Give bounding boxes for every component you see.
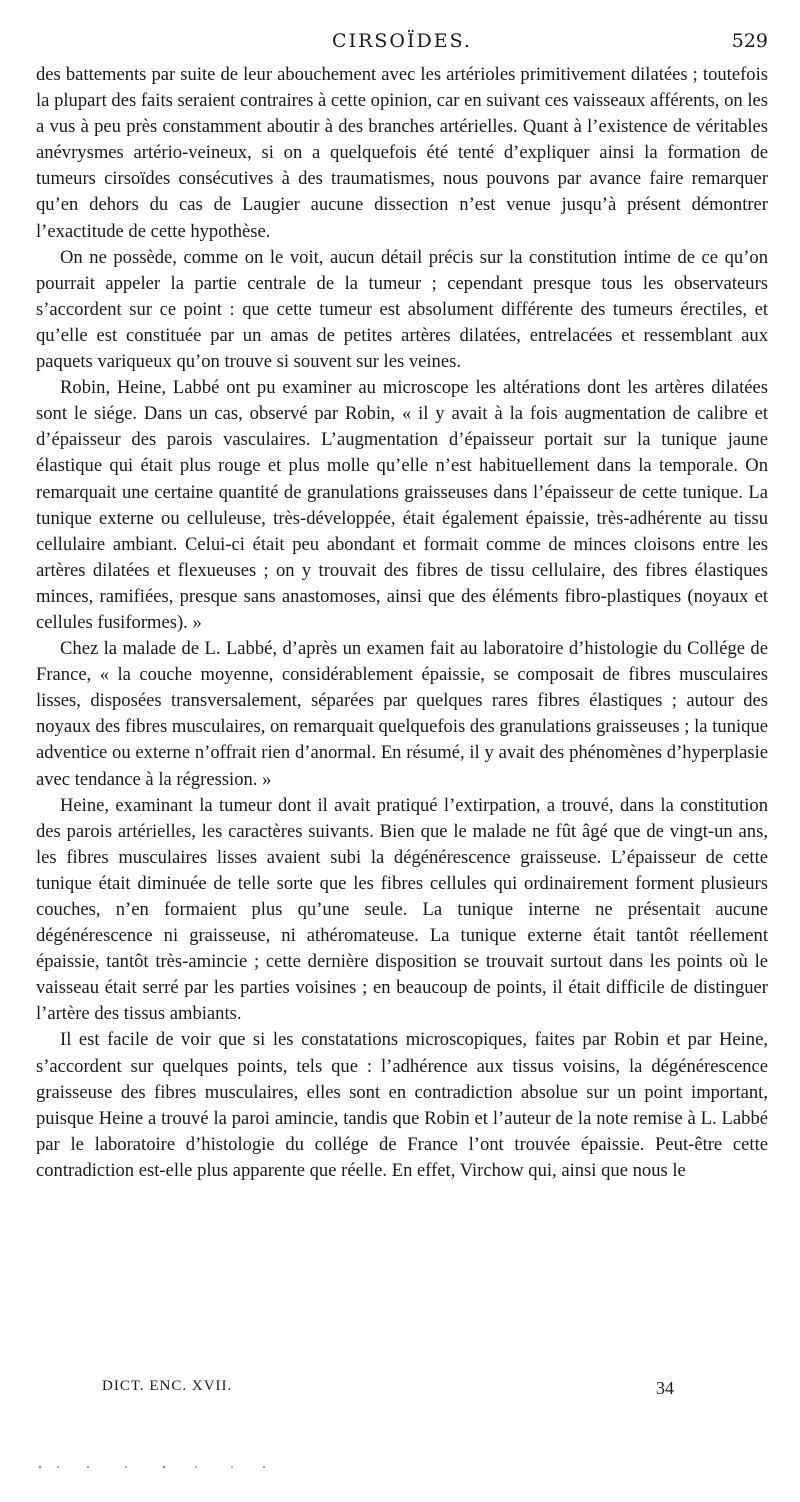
printer-signature: DICT. ENC. XVII. bbox=[102, 1378, 233, 1394]
page-number: 529 bbox=[731, 30, 768, 52]
page-footer bbox=[36, 1378, 768, 1402]
paragraph: On ne possède, comme on le voit, aucun détail précis sur la constitution intime de ce qu’on pourrait appeler la partie centrale de la tumeur ; cependant presque tous les observateurs s’accordent sur ce point : que cette tumeur est absolument différente des tumeurs érectiles, et qu’elle est constituée par un amas de petites artères dilatées, entrelacées et ressemblant aux paquets variqueux qu’on trouve si souvent sur les veines. bbox=[36, 246, 768, 373]
paragraph: Robin, Heine, Labbé ont pu examiner au microscope les altérations dont les artères dilatées sont le siége. Dans un cas, observé par Robin, « il y avait à la fois augmentation de calibre et d’épaisseur des parois vasculaires. L’augmentation d’épaisseur portait sur la tunique jaune élastique qui était plus rouge et plus molle qu’elle n’est habituellement dans la temporale. On remarquait une certaine quantité de granulations graisseuses dans l’épaisseur de cette tunique. La tunique externe ou celluleuse, très-développée, était également épaissie, très-adhérente au tissu cellulaire ambiant. Celui-ci était peu abondant et formait comme de minces cloisons entre les artères dilatées et flexueuses ; on y trouvait des fibres de tissu cellulaire, des fibres élastiques minces, ramifiées, presque sans anastomoses, ainsi que des éléments fibro-plastiques (noyaux et cellules fusiformes). » bbox=[36, 377, 768, 633]
body-text bbox=[36, 62, 768, 1184]
paragraph: Il est facile de voir que si les constatations microscopiques, faites par Robin et par Heine, s’accordent sur quelques points, tels que : l’adhérence aux tissus voisins, la dégénérescence graisseuse des fibres musculaires, elles sont en contradiction absolue sur un point important, puisque Heine a trouvé la paroi amincie, tandis que Robin et l’auteur de la note remise à L. Labbé par le laboratoire d’histologie du collége de France l’ont trouvée épaissie. Peut-être cette contradiction est-elle plus apparente que réelle. En effet, Virchow qui, ainsi que nous le bbox=[36, 1029, 768, 1181]
sheet-number: 34 bbox=[656, 1378, 674, 1398]
running-title: CIRSOÏDES. bbox=[332, 30, 472, 52]
paragraph: des battements par suite de leur abouchement avec les artérioles primitivement dilatées ; toutefois la plupart des faits seraient contraires à cette opinion, car en suivant ces vaisseaux afférents, on les a vus à peu près constamment aboutir à des branches artérielles. Quant à l’existence de véritables anévrysmes artério-veineux, si on a quelquefois été tenté d’expliquer ainsi la formation de tumeurs cirsoïdes consécutives à des traumatismes, nous pouvons par avance faire remarquer qu’en dehors du cas de Laugier aucune dissection n’est venue jusqu’à présent démontrer l’exactitude de cette hypothèse. bbox=[36, 64, 768, 242]
paragraph: Heine, examinant la tumeur dont il avait pratiqué l’extirpation, a trouvé, dans la constitution des parois artérielles, les caractères suivants. Bien que le malade ne fût âgé que de vingt-un ans, les fibres musculaires lisses avaient subi la dégénérescence graisseuse. L’épaisseur de cette tunique était diminuée de telle sorte que les fibres cellules qui ordinairement forment plusieurs couches, n’en formaient plus qu’une seule. La tunique interne ne présentait aucune dégénérescence ni graisseuse, ni athéromateuse. La tunique externe était tantôt réellement épaissie, tantôt très-amincie ; cette dernière disposition se trouvait surtout dans les points où le vaisseau était serré par les parties voisines ; en beaucoup de points, il était difficile de distinguer l’artère des tissus ambiants. bbox=[36, 794, 768, 1025]
scan-specks bbox=[36, 1462, 296, 1472]
running-head bbox=[36, 30, 768, 58]
paragraph: Chez la malade de L. Labbé, d’après un examen fait au laboratoire d’histologie du Collége de France, « la couche moyenne, considérablement épaissie, se composait de fibres musculaires lisses, disposées transversalement, séparées par quelques rares fibres élastiques ; autour des noyaux des fibres musculaires, on remarquait quelquefois des granulations graisseuses ; la tunique adventice ou externe n’offrait rien d’anormal. En résumé, il y avait des phénomènes d’hyperplasie avec tendance à la régression. » bbox=[36, 638, 768, 790]
